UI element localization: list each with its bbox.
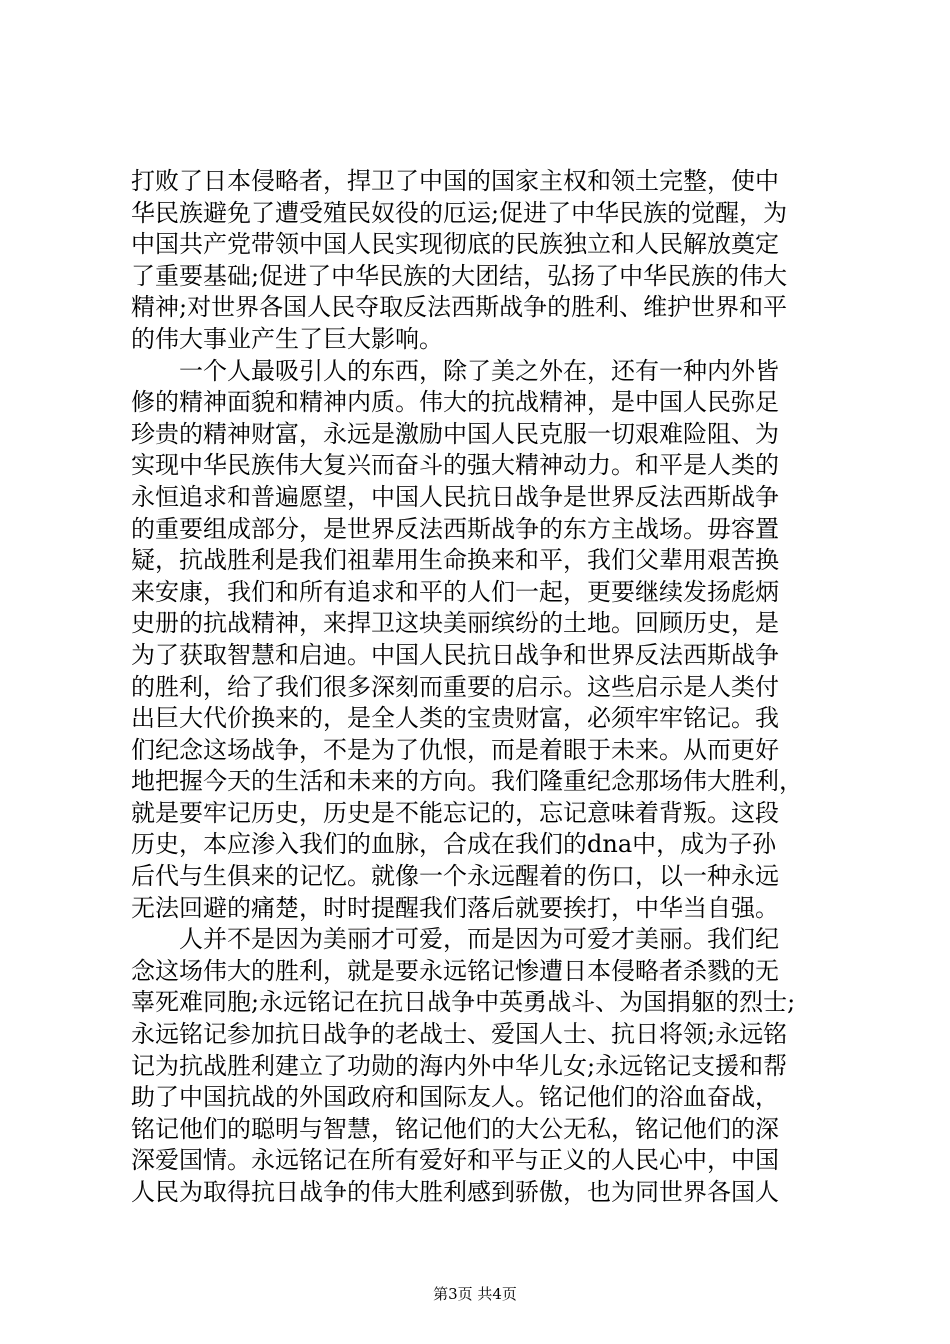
page-footer: 第3页 共4页 [433, 1285, 517, 1303]
text-line: 实现中华民族伟大复兴而奋斗的强大精神动力。和平是人类的 [131, 451, 779, 480]
text-line: 人并不是因为美丽才可爱，而是因为可爱才美丽。我们纪 [131, 925, 779, 954]
text-line: 打败了日本侵略者，捍卫了中国的国家主权和领土完整，使中 [131, 167, 779, 195]
text-line: 的重要组成部分，是世界反法西斯战争的东方主战场。毋容置 [131, 514, 779, 543]
text-line: 就是要牢记历史，历史是不能忘记的，忘记意味着背叛。这段 [131, 798, 779, 827]
text-line: 辜死难同胞;永远铭记在抗日战争中英勇战斗、为国捐躯的烈士; [131, 988, 796, 1017]
text-line: 疑，抗战胜利是我们祖辈用生命换来和平，我们父辈用艰苦换 [131, 546, 779, 575]
text-line: 精神;对世界各国人民夺取反法西斯战争的胜利、维护世界和平 [131, 293, 788, 322]
text-line: 人民为取得抗日战争的伟大胜利感到骄傲，也为同世界各国人 [131, 1178, 779, 1206]
text-line: 一个人最吸引人的东西，除了美之外在，还有一种内外皆 [131, 356, 779, 385]
text-line: 历史，本应渗入我们的血脉，合成在我们的dna中，成为子孙 [131, 830, 777, 859]
body-text [131, 166, 827, 1209]
text-line: 出巨大代价换来的，是全人类的宝贵财富，必须牢牢铭记。我 [131, 704, 779, 733]
text-line: 华民族避免了遭受殖民奴役的厄运;促进了中华民族的觉醒，为 [131, 198, 788, 227]
text-line: 无法回避的痛楚，时时提醒我们落后就要挨打，中华当自强。 [131, 893, 779, 922]
text-line: 永恒追求和普遍愿望，中国人民抗日战争是世界反法西斯战争 [131, 482, 779, 511]
text-line: 的伟大事业产生了巨大影响。 [131, 324, 443, 353]
text-line: 来安康，我们和所有追求和平的人们一起，更要继续发扬彪炳 [131, 577, 779, 606]
text-line: 中国共产党带领中国人民实现彻底的民族独立和人民解放奠定 [131, 230, 779, 259]
text-line: 的胜利，给了我们很多深刻而重要的启示。这些启示是人类付 [131, 672, 779, 701]
text-line: 永远铭记参加抗日战争的老战士、爱国人士、抗日将领;永远铭 [131, 1020, 788, 1049]
text-line: 们纪念这场战争，不是为了仇恨，而是着眼于未来。从而更好 [131, 735, 779, 764]
text-line: 了重要基础;促进了中华民族的大团结，弘扬了中华民族的伟大 [131, 261, 788, 290]
text-line: 修的精神面貌和精神内质。伟大的抗战精神，是中国人民弥足 [131, 388, 779, 417]
text-line: 助了中国抗战的外国政府和国际友人。铭记他们的浴血奋战， [131, 1083, 779, 1112]
text-line: 地把握今天的生活和未来的方向。我们隆重纪念那场伟大胜利， [131, 767, 803, 796]
text-line: 为了获取智慧和启迪。中国人民抗日战争和世界反法西斯战争 [131, 640, 779, 669]
text-line: 珍贵的精神财富，永远是激励中国人民克服一切艰难险阻、为 [131, 419, 779, 448]
text-line: 铭记他们的聪明与智慧，铭记他们的大公无私，铭记他们的深 [131, 1114, 779, 1143]
text-line: 后代与生俱来的记忆。就像一个永远醒着的伤口，以一种永远 [131, 862, 779, 891]
text-line: 念这场伟大的胜利，就是要永远铭记惨遭日本侵略者杀戮的无 [131, 956, 779, 985]
text-line: 深爱国情。永远铭记在所有爱好和平与正义的人民心中，中国 [131, 1146, 779, 1175]
text-line: 史册的抗战精神，来捍卫这块美丽缤纷的土地。回顾历史，是 [131, 609, 779, 638]
text-line: 记为抗战胜利建立了功勋的海内外中华儿女;永远铭记支援和帮 [131, 1051, 788, 1080]
